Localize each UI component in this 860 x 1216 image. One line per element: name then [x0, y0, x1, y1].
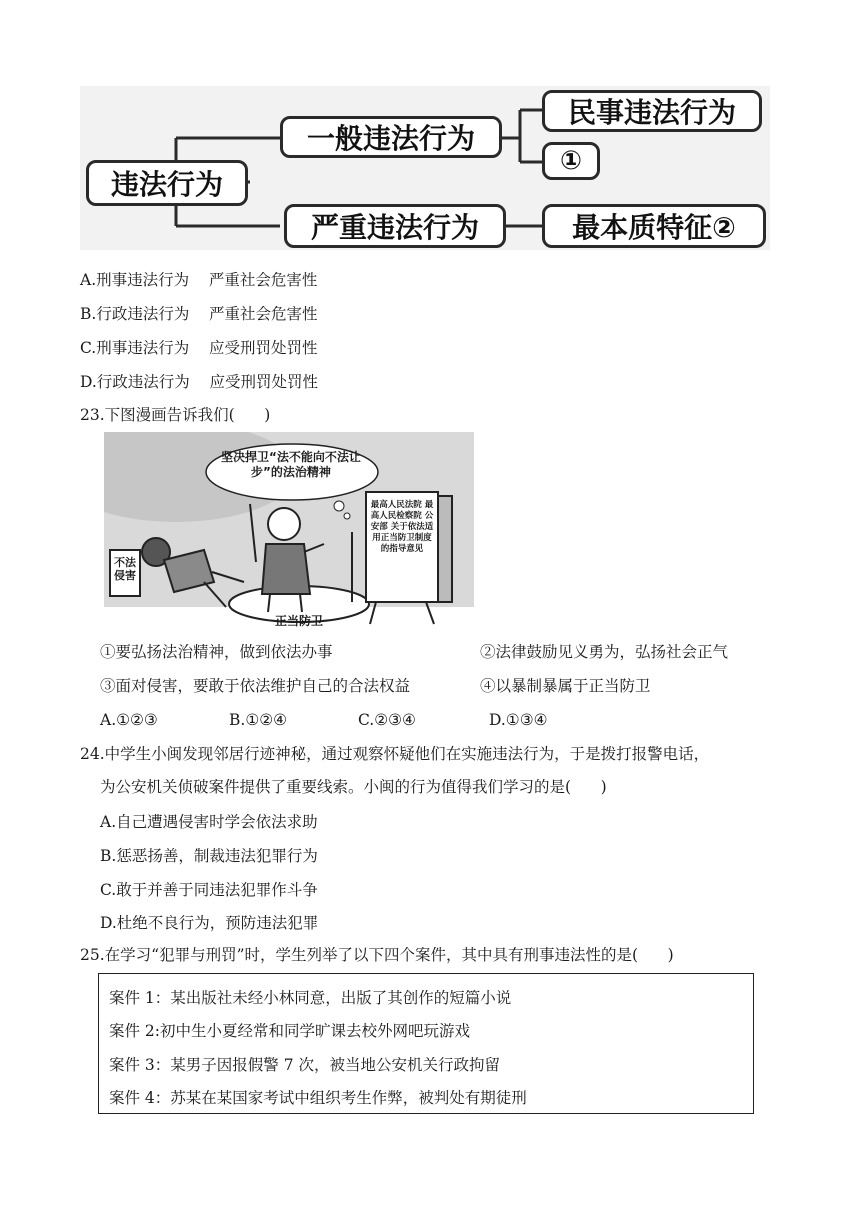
q22-option-a: A.刑事违法行为 严重社会危害性 — [80, 271, 318, 289]
q24-option-a: A.自己遭遇侵害时学会依法求助 — [100, 813, 318, 831]
case-1: 案件 1：某出版社未经小林同意，出版了其创作的短篇小说 — [109, 989, 512, 1007]
q23-statement-3: ③面对侵害，要敢于依法维护自己的合法权益 — [100, 677, 411, 695]
diagram-blank1-box: ① — [542, 142, 600, 180]
q22-option-c: C.刑事违法行为 应受刑罚处罚性 — [80, 339, 318, 357]
case-4: 案件 4：苏某在某国家考试中组织考生作弊，被判处有期徒刑 — [109, 1089, 527, 1107]
diagram-general-box: 一般违法行为 — [280, 116, 502, 158]
diagram-root-box: 违法行为 — [86, 160, 248, 206]
q22-option-d: D.行政违法行为 应受刑罚处罚性 — [80, 373, 319, 391]
q25-stem: 25.在学习“犯罪与刑罚”时，学生列举了以下四个案件，其中具有刑事违法性的是( ) — [80, 946, 674, 964]
diagram-civil-box: 民事违法行为 — [542, 90, 762, 132]
q23-option-c: C.②③④ — [358, 711, 416, 729]
diagram-serious-box: 严重违法行为 — [284, 204, 506, 248]
q23-statement-4: ④以暴制暴属于正当防卫 — [480, 677, 651, 695]
q24-option-c: C.敢于并善于同违法犯罪作斗争 — [100, 881, 318, 899]
q24-option-b: B.惩恶扬善，制裁违法犯罪行为 — [100, 847, 318, 865]
q23-option-a: A.①②③ — [100, 711, 158, 729]
case-2: 案件 2:初中生小夏经常和同学旷课去校外网吧玩游戏 — [109, 1022, 471, 1040]
q23-statement-2: ②法律鼓励见义勇为，弘扬社会正气 — [480, 643, 729, 661]
q23-stem: 23.下图漫画告诉我们( ) — [80, 406, 271, 424]
cartoon-book-text: 最高人民法院 最高人民检察院 公安部 关于依法适用正当防卫制度的指导意见 — [370, 500, 434, 554]
cartoon-image — [104, 432, 474, 632]
case-box — [98, 973, 754, 1114]
q23-statement-1: ①要弘扬法治精神，做到依法办事 — [100, 643, 333, 661]
q23-option-b: B.①②④ — [229, 711, 288, 729]
cartoon-sign-text: 不法侵害 — [114, 556, 136, 582]
q23-option-d: D.①③④ — [489, 711, 548, 729]
diagram-feature-box: 最本质特征② — [542, 204, 766, 248]
cartoon-bubble-text: 坚决捍卫“法不能向不法让步”的法治精神 — [221, 450, 361, 479]
cartoon-ground-text: 正当防卫 — [274, 614, 323, 628]
q24-stem-line1: 24.中学生小闽发现邻居行迹神秘，通过观察怀疑他们在实施违法行为，于是拨打报警电话， — [80, 745, 710, 763]
q24-option-d: D.杜绝不良行为，预防违法犯罪 — [100, 914, 319, 932]
case-3: 案件 3：某男子因报假警 7 次，被当地公安机关行政拘留 — [109, 1056, 501, 1074]
q24-stem-line2: 为公安机关侦破案件提供了重要线索。小闽的行为值得我们学习的是( ) — [100, 778, 607, 796]
q22-option-b: B.行政违法行为 严重社会危害性 — [80, 305, 318, 323]
concept-diagram — [80, 86, 770, 250]
